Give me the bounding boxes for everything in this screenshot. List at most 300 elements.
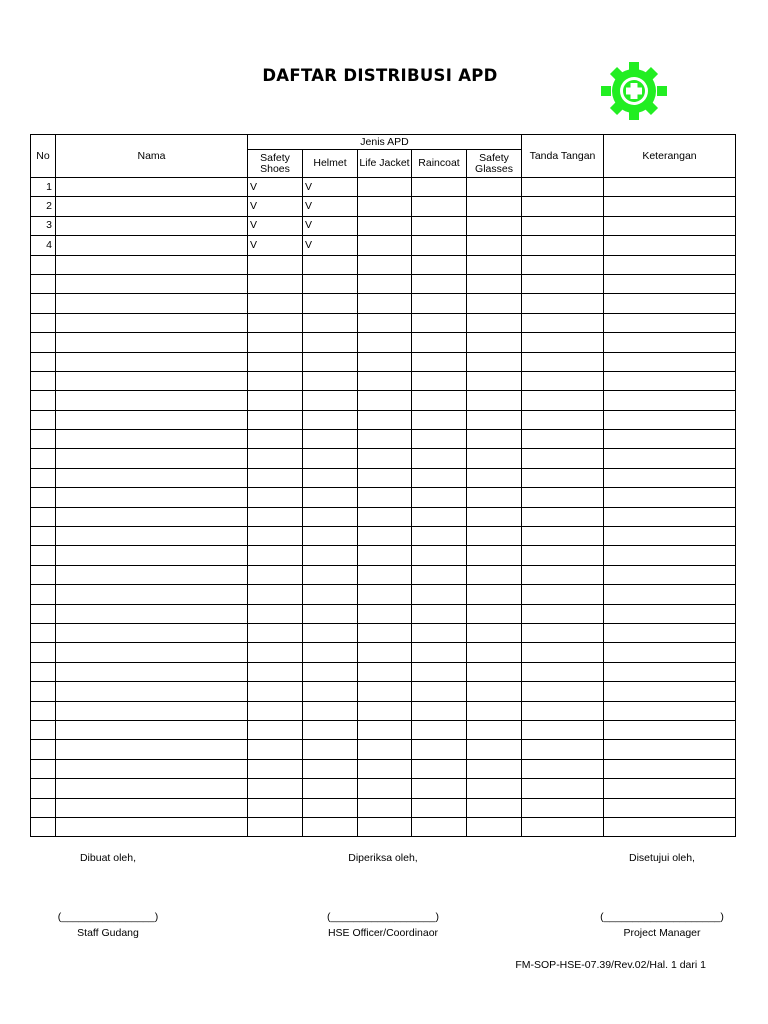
- safety-shoes-cell[interactable]: [248, 352, 303, 371]
- keterangan-cell[interactable]: [604, 720, 736, 739]
- tanda-tangan-cell[interactable]: [522, 274, 604, 293]
- tanda-tangan-cell[interactable]: [522, 798, 604, 817]
- tanda-tangan-cell[interactable]: [522, 623, 604, 642]
- tanda-tangan-cell[interactable]: [522, 430, 604, 449]
- life-jacket-cell[interactable]: [358, 352, 412, 371]
- life-jacket-cell[interactable]: [358, 817, 412, 836]
- helmet-cell[interactable]: [303, 352, 358, 371]
- life-jacket-cell[interactable]: [358, 643, 412, 662]
- safety-glasses-cell[interactable]: [467, 585, 522, 604]
- helmet-cell[interactable]: [303, 507, 358, 526]
- keterangan-cell[interactable]: [604, 604, 736, 623]
- helmet-cell[interactable]: V: [303, 216, 358, 235]
- signature-line-dibuat: (________________): [57, 911, 159, 923]
- helmet-cell[interactable]: [303, 391, 358, 410]
- safety-glasses-cell[interactable]: [467, 352, 522, 371]
- life-jacket-cell[interactable]: [358, 197, 412, 216]
- keterangan-cell[interactable]: [604, 662, 736, 681]
- safety-glasses-cell[interactable]: [467, 178, 522, 197]
- nama-cell[interactable]: [56, 449, 248, 468]
- raincoat-cell[interactable]: [412, 294, 467, 313]
- safety-glasses-cell[interactable]: [467, 236, 522, 255]
- safety-shoes-cell[interactable]: [248, 604, 303, 623]
- raincoat-cell[interactable]: [412, 701, 467, 720]
- nama-cell[interactable]: [56, 236, 248, 255]
- raincoat-cell[interactable]: [412, 236, 467, 255]
- tanda-tangan-cell[interactable]: [522, 255, 604, 274]
- keterangan-cell[interactable]: [604, 294, 736, 313]
- tanda-tangan-cell[interactable]: [522, 604, 604, 623]
- safety-shoes-cell[interactable]: [248, 371, 303, 390]
- nama-cell[interactable]: [56, 740, 248, 759]
- row-number-cell: [31, 740, 56, 759]
- tanda-tangan-cell[interactable]: [522, 546, 604, 565]
- raincoat-cell[interactable]: [412, 546, 467, 565]
- tanda-tangan-cell[interactable]: [522, 507, 604, 526]
- nama-cell[interactable]: [56, 527, 248, 546]
- safety-glasses-cell[interactable]: [467, 197, 522, 216]
- nama-cell[interactable]: [56, 585, 248, 604]
- life-jacket-cell[interactable]: [358, 488, 412, 507]
- keterangan-cell[interactable]: [604, 313, 736, 332]
- safety-shoes-cell[interactable]: [248, 701, 303, 720]
- nama-cell[interactable]: [56, 410, 248, 429]
- row-number-cell: [31, 507, 56, 526]
- safety-shoes-cell[interactable]: [248, 391, 303, 410]
- safety-glasses-cell[interactable]: [467, 313, 522, 332]
- header-jenis-apd: Jenis APD: [248, 135, 522, 150]
- row-number-cell: [31, 682, 56, 701]
- safety-shoes-cell[interactable]: [248, 507, 303, 526]
- raincoat-cell[interactable]: [412, 585, 467, 604]
- tanda-tangan-cell[interactable]: [522, 643, 604, 662]
- life-jacket-cell[interactable]: [358, 410, 412, 429]
- life-jacket-cell[interactable]: [358, 333, 412, 352]
- nama-cell[interactable]: [56, 313, 248, 332]
- safety-shoes-cell[interactable]: V: [248, 236, 303, 255]
- safety-shoes-cell[interactable]: [248, 313, 303, 332]
- keterangan-cell[interactable]: [604, 759, 736, 778]
- nama-cell[interactable]: [56, 274, 248, 293]
- tanda-tangan-cell[interactable]: [522, 313, 604, 332]
- nama-cell[interactable]: [56, 468, 248, 487]
- table-row: [31, 643, 736, 662]
- signature-role-staff-gudang: Staff Gudang: [77, 927, 139, 939]
- nama-cell[interactable]: [56, 565, 248, 584]
- safety-shoes-cell[interactable]: V: [248, 216, 303, 235]
- table-row: [31, 662, 736, 681]
- nama-cell[interactable]: [56, 333, 248, 352]
- tanda-tangan-cell[interactable]: [522, 488, 604, 507]
- keterangan-cell[interactable]: [604, 236, 736, 255]
- raincoat-cell[interactable]: [412, 662, 467, 681]
- header-life-jacket: Life Jacket: [358, 150, 412, 178]
- keterangan-cell[interactable]: [604, 410, 736, 429]
- life-jacket-cell[interactable]: [358, 682, 412, 701]
- tanda-tangan-cell[interactable]: [522, 759, 604, 778]
- helmet-cell[interactable]: [303, 662, 358, 681]
- tanda-tangan-cell[interactable]: [522, 352, 604, 371]
- keterangan-cell[interactable]: [604, 430, 736, 449]
- raincoat-cell[interactable]: [412, 643, 467, 662]
- safety-glasses-cell[interactable]: [467, 391, 522, 410]
- safety-shoes-cell[interactable]: [248, 274, 303, 293]
- helmet-cell[interactable]: [303, 371, 358, 390]
- raincoat-cell[interactable]: [412, 352, 467, 371]
- nama-cell[interactable]: [56, 720, 248, 739]
- safety-glasses-cell[interactable]: [467, 798, 522, 817]
- keterangan-cell[interactable]: [604, 371, 736, 390]
- keterangan-cell[interactable]: [604, 565, 736, 584]
- raincoat-cell[interactable]: [412, 313, 467, 332]
- keterangan-cell[interactable]: [604, 527, 736, 546]
- life-jacket-cell[interactable]: [358, 527, 412, 546]
- nama-cell[interactable]: [56, 662, 248, 681]
- safety-shoes-cell[interactable]: V: [248, 197, 303, 216]
- keterangan-cell[interactable]: [604, 701, 736, 720]
- safety-glasses-cell[interactable]: [467, 430, 522, 449]
- nama-cell[interactable]: [56, 682, 248, 701]
- signature-role-project-manager: Project Manager: [623, 927, 701, 939]
- tanda-tangan-cell[interactable]: [522, 701, 604, 720]
- life-jacket-cell[interactable]: [358, 546, 412, 565]
- row-number-cell: [31, 391, 56, 410]
- table-row: [31, 236, 736, 255]
- helmet-cell[interactable]: [303, 623, 358, 642]
- raincoat-cell[interactable]: [412, 333, 467, 352]
- safety-glasses-cell[interactable]: [467, 527, 522, 546]
- raincoat-cell[interactable]: [412, 371, 467, 390]
- life-jacket-cell[interactable]: [358, 740, 412, 759]
- table-row: [31, 682, 736, 701]
- tanda-tangan-cell[interactable]: [522, 779, 604, 798]
- safety-shoes-cell[interactable]: [248, 565, 303, 584]
- helmet-cell[interactable]: [303, 488, 358, 507]
- safety-shoes-cell[interactable]: [248, 662, 303, 681]
- raincoat-cell[interactable]: [412, 178, 467, 197]
- life-jacket-cell[interactable]: [358, 274, 412, 293]
- safety-glasses-cell[interactable]: [467, 507, 522, 526]
- life-jacket-cell[interactable]: [358, 585, 412, 604]
- life-jacket-cell[interactable]: [358, 779, 412, 798]
- life-jacket-cell[interactable]: [358, 662, 412, 681]
- tanda-tangan-cell[interactable]: [522, 585, 604, 604]
- raincoat-cell[interactable]: [412, 527, 467, 546]
- helmet-cell[interactable]: [303, 313, 358, 332]
- nama-cell[interactable]: [56, 623, 248, 642]
- safety-shoes-cell[interactable]: [248, 333, 303, 352]
- row-number-cell: [31, 565, 56, 584]
- raincoat-cell[interactable]: [412, 391, 467, 410]
- raincoat-cell[interactable]: [412, 817, 467, 836]
- safety-glasses-cell[interactable]: [467, 216, 522, 235]
- raincoat-cell[interactable]: [412, 759, 467, 778]
- nama-cell[interactable]: [56, 604, 248, 623]
- helmet-cell[interactable]: [303, 255, 358, 274]
- raincoat-cell[interactable]: [412, 410, 467, 429]
- raincoat-cell[interactable]: [412, 565, 467, 584]
- helmet-cell[interactable]: [303, 274, 358, 293]
- safety-glasses-cell[interactable]: [467, 759, 522, 778]
- keterangan-cell[interactable]: [604, 623, 736, 642]
- safety-shoes-cell[interactable]: [248, 682, 303, 701]
- raincoat-cell[interactable]: [412, 798, 467, 817]
- table-row: [31, 313, 736, 332]
- nama-cell[interactable]: [56, 371, 248, 390]
- tanda-tangan-cell[interactable]: [522, 371, 604, 390]
- raincoat-cell[interactable]: [412, 274, 467, 293]
- safety-glasses-cell[interactable]: [467, 333, 522, 352]
- nama-cell[interactable]: [56, 255, 248, 274]
- raincoat-cell[interactable]: [412, 216, 467, 235]
- keterangan-cell[interactable]: [604, 255, 736, 274]
- nama-cell[interactable]: [56, 798, 248, 817]
- life-jacket-cell[interactable]: [358, 798, 412, 817]
- helmet-cell[interactable]: [303, 604, 358, 623]
- raincoat-cell[interactable]: [412, 197, 467, 216]
- safety-shoes-cell[interactable]: [248, 623, 303, 642]
- life-jacket-cell[interactable]: [358, 255, 412, 274]
- tanda-tangan-cell[interactable]: [522, 178, 604, 197]
- nama-cell[interactable]: [56, 352, 248, 371]
- helmet-cell[interactable]: [303, 410, 358, 429]
- keterangan-cell[interactable]: [604, 817, 736, 836]
- safety-shoes-cell[interactable]: [248, 488, 303, 507]
- safety-glasses-cell[interactable]: [467, 682, 522, 701]
- safety-shoes-cell[interactable]: V: [248, 178, 303, 197]
- row-number-cell: [31, 371, 56, 390]
- safety-glasses-cell[interactable]: [467, 371, 522, 390]
- life-jacket-cell[interactable]: [358, 430, 412, 449]
- tanda-tangan-cell[interactable]: [522, 565, 604, 584]
- tanda-tangan-cell[interactable]: [522, 294, 604, 313]
- helmet-cell[interactable]: [303, 798, 358, 817]
- nama-cell[interactable]: [56, 197, 248, 216]
- safety-shoes-cell[interactable]: [248, 527, 303, 546]
- table-row: [31, 255, 736, 274]
- safety-shoes-cell[interactable]: [248, 643, 303, 662]
- header-tanda-tangan: Tanda Tangan: [522, 135, 604, 178]
- safety-shoes-cell[interactable]: [248, 430, 303, 449]
- safety-glasses-cell[interactable]: [467, 546, 522, 565]
- row-number-cell: 1: [31, 178, 56, 197]
- keterangan-cell[interactable]: [604, 197, 736, 216]
- tanda-tangan-cell[interactable]: [522, 449, 604, 468]
- keterangan-cell[interactable]: [604, 274, 736, 293]
- safety-shoes-cell[interactable]: [248, 294, 303, 313]
- nama-cell[interactable]: [56, 779, 248, 798]
- life-jacket-cell[interactable]: [358, 313, 412, 332]
- helmet-cell[interactable]: [303, 333, 358, 352]
- helmet-cell[interactable]: [303, 701, 358, 720]
- tanda-tangan-cell[interactable]: [522, 391, 604, 410]
- life-jacket-cell[interactable]: [358, 720, 412, 739]
- nama-cell[interactable]: [56, 216, 248, 235]
- safety-glasses-cell[interactable]: [467, 410, 522, 429]
- keterangan-cell[interactable]: [604, 507, 736, 526]
- life-jacket-cell[interactable]: [358, 236, 412, 255]
- safety-glasses-cell[interactable]: [467, 294, 522, 313]
- safety-shoes-cell[interactable]: [248, 546, 303, 565]
- tanda-tangan-cell[interactable]: [522, 410, 604, 429]
- keterangan-cell[interactable]: [604, 178, 736, 197]
- nama-cell[interactable]: [56, 391, 248, 410]
- safety-shoes-cell[interactable]: [248, 798, 303, 817]
- raincoat-cell[interactable]: [412, 682, 467, 701]
- life-jacket-cell[interactable]: [358, 216, 412, 235]
- tanda-tangan-cell[interactable]: [522, 662, 604, 681]
- safety-glasses-cell[interactable]: [467, 701, 522, 720]
- tanda-tangan-cell[interactable]: [522, 333, 604, 352]
- keterangan-cell[interactable]: [604, 585, 736, 604]
- safety-glasses-cell[interactable]: [467, 623, 522, 642]
- raincoat-cell[interactable]: [412, 468, 467, 487]
- life-jacket-cell[interactable]: [358, 759, 412, 778]
- helmet-cell[interactable]: [303, 430, 358, 449]
- keterangan-cell[interactable]: [604, 546, 736, 565]
- safety-glasses-cell[interactable]: [467, 817, 522, 836]
- raincoat-cell[interactable]: [412, 779, 467, 798]
- table-row: [31, 817, 736, 836]
- life-jacket-cell[interactable]: [358, 178, 412, 197]
- helmet-cell[interactable]: V: [303, 178, 358, 197]
- helmet-cell[interactable]: [303, 527, 358, 546]
- raincoat-cell[interactable]: [412, 488, 467, 507]
- keterangan-cell[interactable]: [604, 468, 736, 487]
- nama-cell[interactable]: [56, 817, 248, 836]
- keterangan-cell[interactable]: [604, 682, 736, 701]
- raincoat-cell[interactable]: [412, 430, 467, 449]
- helmet-cell[interactable]: [303, 468, 358, 487]
- raincoat-cell[interactable]: [412, 740, 467, 759]
- signature-label-diperiksa: Diperiksa oleh,: [348, 852, 418, 864]
- safety-shoes-cell[interactable]: [248, 740, 303, 759]
- safety-shoes-cell[interactable]: [248, 410, 303, 429]
- tanda-tangan-cell[interactable]: [522, 216, 604, 235]
- safety-shoes-cell[interactable]: [248, 468, 303, 487]
- nama-cell[interactable]: [56, 643, 248, 662]
- helmet-cell[interactable]: [303, 449, 358, 468]
- safety-glasses-cell[interactable]: [467, 488, 522, 507]
- safety-glasses-cell[interactable]: [467, 643, 522, 662]
- safety-glasses-cell[interactable]: [467, 274, 522, 293]
- safety-glasses-cell[interactable]: [467, 604, 522, 623]
- keterangan-cell[interactable]: [604, 216, 736, 235]
- life-jacket-cell[interactable]: [358, 604, 412, 623]
- safety-glasses-cell[interactable]: [467, 565, 522, 584]
- helmet-cell[interactable]: [303, 565, 358, 584]
- raincoat-cell[interactable]: [412, 255, 467, 274]
- tanda-tangan-cell[interactable]: [522, 740, 604, 759]
- tanda-tangan-cell[interactable]: [522, 817, 604, 836]
- safety-shoes-cell[interactable]: [248, 449, 303, 468]
- table-row: [31, 740, 736, 759]
- safety-shoes-cell[interactable]: [248, 585, 303, 604]
- safety-glasses-cell[interactable]: [467, 779, 522, 798]
- safety-glasses-cell[interactable]: [467, 255, 522, 274]
- nama-cell[interactable]: [56, 178, 248, 197]
- keterangan-cell[interactable]: [604, 779, 736, 798]
- tanda-tangan-cell[interactable]: [522, 682, 604, 701]
- keterangan-cell[interactable]: [604, 391, 736, 410]
- life-jacket-cell[interactable]: [358, 623, 412, 642]
- nama-cell[interactable]: [56, 701, 248, 720]
- helmet-cell[interactable]: [303, 585, 358, 604]
- nama-cell[interactable]: [56, 546, 248, 565]
- nama-cell[interactable]: [56, 294, 248, 313]
- safety-shoes-cell[interactable]: [248, 817, 303, 836]
- table-row: [31, 216, 736, 235]
- keterangan-cell[interactable]: [604, 740, 736, 759]
- helmet-cell[interactable]: [303, 720, 358, 739]
- helmet-cell[interactable]: [303, 779, 358, 798]
- raincoat-cell[interactable]: [412, 507, 467, 526]
- row-number-cell: 2: [31, 197, 56, 216]
- safety-glasses-cell[interactable]: [467, 449, 522, 468]
- header-safety-glasses: Safety Glasses: [467, 150, 522, 178]
- raincoat-cell[interactable]: [412, 449, 467, 468]
- tanda-tangan-cell[interactable]: [522, 720, 604, 739]
- safety-shoes-cell[interactable]: [248, 779, 303, 798]
- safety-glasses-cell[interactable]: [467, 740, 522, 759]
- helmet-cell[interactable]: [303, 294, 358, 313]
- life-jacket-cell[interactable]: [358, 701, 412, 720]
- life-jacket-cell[interactable]: [358, 565, 412, 584]
- raincoat-cell[interactable]: [412, 720, 467, 739]
- table-row: [31, 798, 736, 817]
- keterangan-cell[interactable]: [604, 643, 736, 662]
- row-number-cell: [31, 546, 56, 565]
- safety-glasses-cell[interactable]: [467, 468, 522, 487]
- life-jacket-cell[interactable]: [358, 468, 412, 487]
- safety-glasses-cell[interactable]: [467, 720, 522, 739]
- safety-shoes-cell[interactable]: [248, 720, 303, 739]
- life-jacket-cell[interactable]: [358, 449, 412, 468]
- row-number-cell: [31, 623, 56, 642]
- helmet-cell[interactable]: [303, 740, 358, 759]
- raincoat-cell[interactable]: [412, 623, 467, 642]
- safety-glasses-cell[interactable]: [467, 662, 522, 681]
- helmet-cell[interactable]: V: [303, 197, 358, 216]
- nama-cell[interactable]: [56, 488, 248, 507]
- helmet-cell[interactable]: [303, 643, 358, 662]
- tanda-tangan-cell[interactable]: [522, 527, 604, 546]
- tanda-tangan-cell[interactable]: [522, 197, 604, 216]
- helmet-cell[interactable]: [303, 759, 358, 778]
- tanda-tangan-cell[interactable]: [522, 468, 604, 487]
- helmet-cell[interactable]: [303, 546, 358, 565]
- life-jacket-cell[interactable]: [358, 507, 412, 526]
- safety-shoes-cell[interactable]: [248, 759, 303, 778]
- life-jacket-cell[interactable]: [358, 371, 412, 390]
- keterangan-cell[interactable]: [604, 488, 736, 507]
- life-jacket-cell[interactable]: [358, 294, 412, 313]
- life-jacket-cell[interactable]: [358, 391, 412, 410]
- safety-shoes-cell[interactable]: [248, 255, 303, 274]
- raincoat-cell[interactable]: [412, 604, 467, 623]
- keterangan-cell[interactable]: [604, 352, 736, 371]
- nama-cell[interactable]: [56, 759, 248, 778]
- helmet-cell[interactable]: [303, 817, 358, 836]
- helmet-cell[interactable]: V: [303, 236, 358, 255]
- helmet-cell[interactable]: [303, 682, 358, 701]
- keterangan-cell[interactable]: [604, 333, 736, 352]
- nama-cell[interactable]: [56, 430, 248, 449]
- keterangan-cell[interactable]: [604, 798, 736, 817]
- tanda-tangan-cell[interactable]: [522, 236, 604, 255]
- nama-cell[interactable]: [56, 507, 248, 526]
- keterangan-cell[interactable]: [604, 449, 736, 468]
